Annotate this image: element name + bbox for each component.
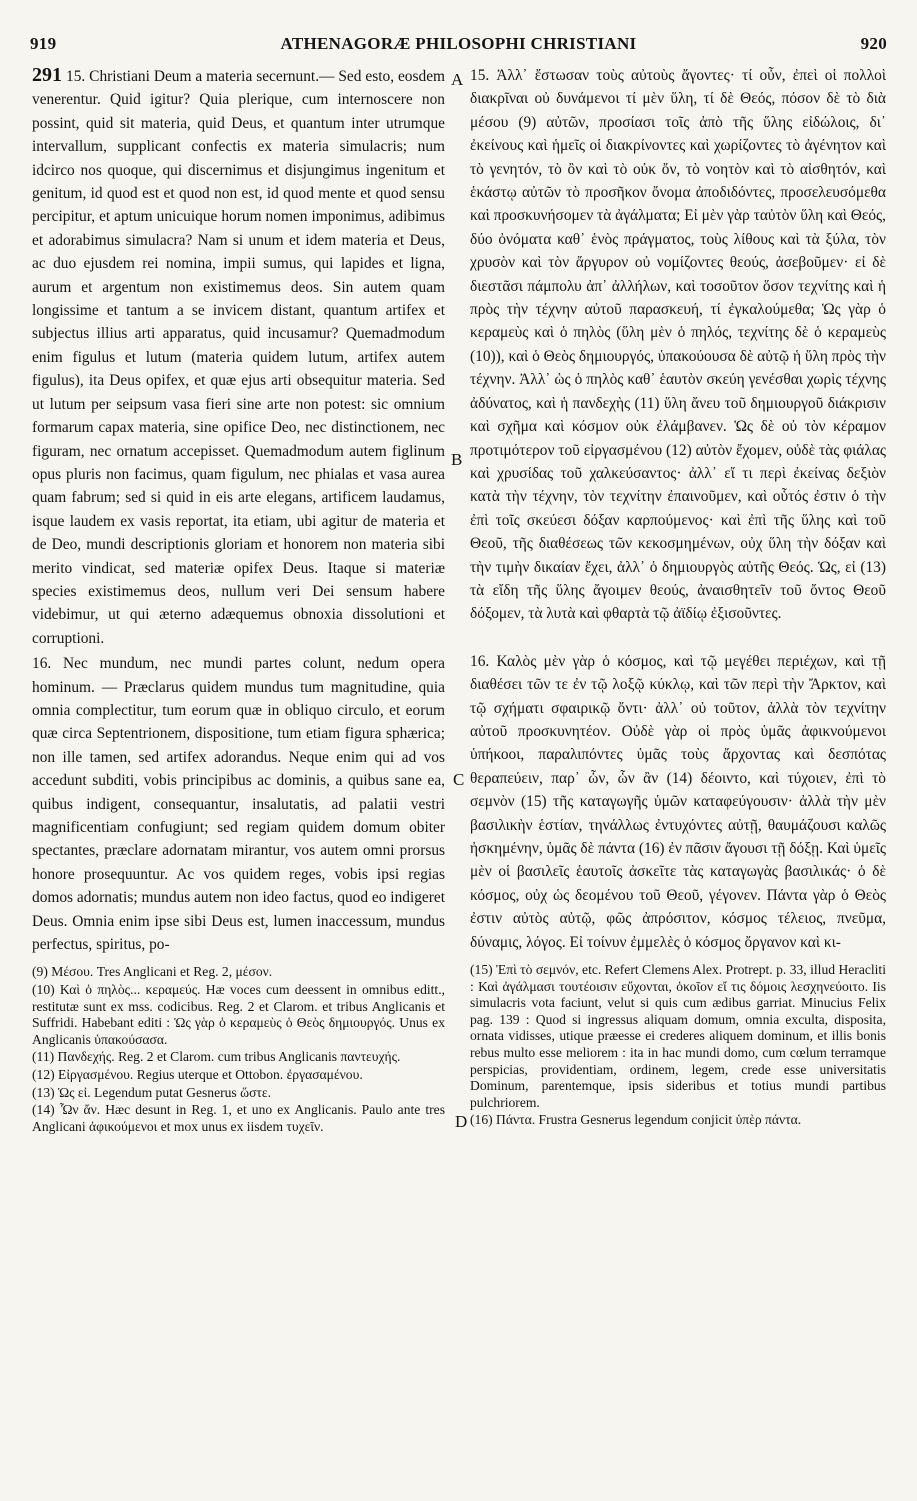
greek-column <box>470 64 886 1130</box>
page-header <box>30 34 887 58</box>
greek-paragraph-16: 16. Καλὸς μὲν γὰρ ὁ κόσμος, καὶ τῷ μεγέθει περιέχων, καὶ τῇ διαθέσει τῶν τε ἐν τῷ λοξῷ κύκλῳ, καὶ τῶν περὶ τὴν Ἄρκτον, καὶ τῷ σχήματι σφαιρικῷ ὄντι· ἀλλ᾽ οὐ τοῦτον, ἀλλὰ τὸν τεχνίτην αὐτοῦ προσκυνητέον. Οὐδὲ γὰρ οἱ πρὸς ὑμᾶς ἀφικνούμενοι ὑπήκοοι, παραλιπόντες ὑμᾶς τοὺς ἄρχοντας καὶ δεσπότας θεραπεύειν, παρ᾽ ὧν, ὧν ἂν (14) δέοιντο, καὶ τύχοιεν, ἐπὶ τὸ σεμνὸν (15) τῆς καταγωγῆς ὑμῶν καταφεύγουσιν· ἀλλὰ τὴν μὲν βασιλικὴν ἑστίαν, τηνάλλως ἐντυχόντες αὐτῇ, θαυμάζουσι καλῶς ἠσκημένην, ὑμᾶς δὲ πάντα (16) ἐν πᾶσιν ἄγουσι τῇ δόξῃ. Καὶ ὑμεῖς μὲν οἱ βασιλεῖς ἑαυτοῖς ἀσκεῖτε τὰς καταγωγὰς βασιλικάς· ὁ δὲ κόσμος, οὐχ ὡς δεομένου τοῦ Θεοῦ, γέγονεν. Πάντα γὰρ ὁ Θεὸς ἐστιν αὐτὸς αὐτῷ, φῶς ἀπρόσιτον, κόσμος τέλειος, πνεῦμα, δύναμις, λόγος. Εἰ τοίνυν ἐμμελὲς ὁ κόσμος ὄργανον καὶ κι- <box>470 652 886 951</box>
footnote-11: (11) Πανδεχής. Reg. 2 et Clarom. cum tribus Anglicanis παντευχής. <box>32 1049 401 1065</box>
latin-column <box>32 64 445 1136</box>
margin-marker-c: C <box>453 770 465 789</box>
margin-number: 291 <box>32 64 62 86</box>
footnote-15: (15) Ἐπὶ τὸ σεμνόν, etc. Refert Clemens Alex. Protrept. p. 33, illud Heracliti : Καὶ ἀγάλμασι τουτέοισιν εὔχονται, ὁκοῖον εἴ τις δόμοις λεσχηνεύοιτο. Iis simulacris vota faciunt, velut si quis cum ædibus garriat. Minucius Felix pag. 139 : Quod si ingressus aliquam domum, omnia exculta, disposita, ornata vidisses, utique præesse ei crederes aliquem dominum, et illis bonis rebus multo esse meliorem : ita in hac mundi domo, cum cœlum terramque perspicias, providentiam, ordinem, legem, crede esse universitatis Dominum, parentemque, ipsis sideribus et totius mundi partibus pulchriorem. <box>470 962 886 1110</box>
running-title: ATHENAGORÆ PHILOSOPHI CHRISTIANI <box>280 34 637 53</box>
latin-paragraph-16: 16. Nec mundum, nec mundi partes colunt, nedum opera hominum. — Præclarus quidem mundus tum magnitudine, quia omnia complectitur, tum eorum quæ in obliquo circulo, et eorum quæ circa Septentrionem, dispositione, tum etiam figura sphærica; non ille tamen, sed artifex adorandus. Neque enim qui ad vos accedunt subditi, vobis principibus ac dominis, a quibus sane ea, quibus indigent, consequantur, insalutatis, ad palatii vestri magnificentiam confugiunt; sed regiam quidem domum obiter spectantes, præclare adornatam mirantur, vos autem omni prorsus honore prosequuntur. Ac vos quidem reges, vobis ipsi regias domos adornatis; mundus autem non ideo factus, quod eo indigeret Deus. Omnia enim ipse sibi Deus est, lumen inaccessum, mundus perfectus, spiritus, po- <box>32 655 445 954</box>
footnote-9: (9) Μέσου. Tres Anglicani et Reg. 2, μέσον. <box>32 964 273 980</box>
footnote-13: (13) Ὡς εἰ. Legendum putat Gesnerus ὥστε. <box>32 1084 271 1100</box>
footnote-16: (16) Πάντα. Frustra Gesnerus legendum conjicit ὑπὲρ πάντα. <box>470 1112 802 1128</box>
page-number-right: 920 <box>860 34 887 53</box>
margin-marker-a: A <box>451 70 464 89</box>
footnote-12: (12) Εἰργασμένου. Regius uterque et Ottobon. ἐργασαμένου. <box>32 1067 363 1082</box>
latin-footnotes <box>32 964 445 1135</box>
greek-footnotes <box>470 962 886 1129</box>
footnote-14: (14) Ὧν ἄν. Hæc desunt in Reg. 1, et uno ex Anglicanis. Paulo ante tres Anglicani ἀφικούμενοι et mox unus ex iisdem τυχεῖν. <box>32 1102 445 1134</box>
greek-paragraph-15: 15. Ἀλλ᾽ ἔστωσαν τοὺς αὐτοὺς ἄγοντες· τί οὖν, ἐπεὶ οἱ πολλοὶ διακρῖναι οὐ δυνάμενοι τί μὲν ὕλη, τί δὲ Θεός, πόσον δὲ τὸ διὰ μέσου (9) αὐτῶν, προσίασι τοῖς ἀπὸ τῆς ὕλης εἰδώλοις, δι᾽ ἐκείνους καὶ ἡμεῖς οἱ διακρίνοντες καὶ χωρίζοντες τὸ ἀγένητον καὶ τὸ γενητόν, τὸ ὂν καὶ τὸ οὐκ ὄν, τὸ νοητὸν καὶ τὸ αἰσθητόν, καὶ ἑκάστῳ αὐτῶν τὸ προσῆκον ὄνομα ἀποδιδόντες, προσελευσόμεθα καὶ προσκυνήσομεν τὰ ἀγάλματα; Εἰ μὲν γὰρ ταὐτὸν ὕλη καὶ Θεός, δύο ὀνόματα καθ᾽ ἑνὸς πράγματος, τοὺς λίθους καὶ τὰ ξύλα, τὸν χρυσὸν καὶ τὸν ἄργυρον οὐ νομίζοντες θεούς, ἀσεβοῦμεν· εἰ δὲ διεστᾶσι πάμπολυ ἀπ᾽ ἀλλήλων, καὶ τοσοῦτον ὅσον τεχνίτης καὶ ἡ πρὸς τὴν τέχνην αὐτοῦ παρασκευή, τί ἐγκαλούμεθα; Ὡς γὰρ ὁ κεραμεὺς καὶ ὁ πηλὸς (ὕλη μὲν ὁ πηλός, τεχνίτης δὲ ὁ κεραμεὺς (10)), καὶ ὁ Θεὸς δημιουργός, ὑπακούουσα δὲ αὐτῷ ἡ ὕλη πρὸς τὴν τέχνην. Ἀλλ᾽ ὡς ὁ πηλὸς καθ᾽ ἑαυτὸν σκεύη γενέσθαι χωρὶς τέχνης ἀδύνατος, καὶ ἡ πανδεχὴς (11) ὕλη ἄνευ τοῦ δημιουργοῦ διάκρισιν καὶ σχῆμα καὶ κόσμον οὐκ ἐλάμβανεν. Ὡς δὲ οὐ τὸν κέραμον προτιμότερον τοῦ εἰργασμένου (12) αὐτὸν ἔχομεν, οὐδὲ τὰς φιάλας καὶ χρυσίδας τοῦ χαλκεύσαντος· ἀλλ᾽ εἴ τι περὶ ἐκείνας δεξιὸν κατὰ τὴν τέχνην, τὸν τεχνίτην ἐπαινοῦμεν, καὶ οὗτός ἐστιν ὁ τὴν ἐπὶ τοῖς σκεύεσι δόξαν καρπούμενος· καὶ ἐπὶ τῆς ὕλης καὶ τοῦ Θεοῦ, τῆς διαθέσεως τῶν κεκοσμημένων, οὐχ ὕλη τὴν δόξαν καὶ τὴν τιμὴν δικαίαν ἔχει, ἀλλ᾽ ὁ δημιουργὸς αὐτῆς Θεός. Ὡς, εἰ (13) τὰ εἴδη τῆς ὕλης ἄγοιμεν θεούς, ἀναισθητεῖν τοῦ ὄντος Θεοῦ δόξομεν, τὰ λυτὰ καὶ φθαρτὰ τῷ ἀϊδίῳ ἐξισοῦντες. <box>470 67 886 623</box>
latin-paragraph-15: 291 15. Christiani Deum a materia secernunt.— Sed esto, eosdem venerentur. Quid igitur? Quia plerique, cum internoscere non possint, quid sit materia, quid Deus, et quantum inter utrumque intervallum, supplicant confectis ex materia simulacris; num idcirco nos quoque, qui discernimus et disjungimus ingenitum et genitum, id quod est et quod non est, id quod mente et quod sensu percipitur, et aptum unicuique horum nomen imponimus, adibimus et adorabimus simulacra? Nam si unum et idem materia et Deus, ac duo ejusdem rei nomina, impii sumus, qui lapides et ligna, aurum et argentum non existimemus deos. Sin autem quam longissime et tantum a se invicem distant, quantum artifex et subjectus illius arti apparatus, quid incusamur? Quemadmodum enim figulus et lutum (materia quidem lutum, artifex autem figulus), ita Deus opifex, et quæ ejus arti obsequitur materia. Sed ut lutum per seipsum vasa fieri sine arte non potest: sic omnium formarum capax materia, sine opifice Deo, nec distinctionem, nec figuram, nec ornatum accepisset. Quemadmodum autem figlinum opus pluris non facimus, quam figulum, nec phialas et vasa aurea quam fabrum; sed si quid in eis arte elegans, artificem laudamus, isque laudem ex vasis reportat, ita etiam, ubi agitur de materia et de Deo, mundi descriptionis gloriam et honorem non materia sibi merito vindicat, sed materiæ opifex Deus. Itaque si materiæ species existimemus deos, nullum veri Dei sensum habere videbimur, ut qui æterno adæquemus obnoxia dissolutioni et corruptioni. <box>32 64 445 647</box>
page-number-left: 919 <box>30 34 57 53</box>
margin-marker-b: B <box>451 450 463 469</box>
footnote-10: (10) Καὶ ὁ πηλὸς... κεραμεύς. Hæ voces cum deessent in omnibus editt., restitutæ sunt ex mss. codicibus. Reg. 2 et Clarom. et tribus Anglicanis et Suffridi. Habebant editi : Ὡς γὰρ ὁ κεραμεὺς ὁ Θεὸς δημιουργός. Unus ex Anglicanis ὑπακούσασα. <box>32 982 445 1047</box>
margin-marker-d: D <box>455 1112 468 1131</box>
